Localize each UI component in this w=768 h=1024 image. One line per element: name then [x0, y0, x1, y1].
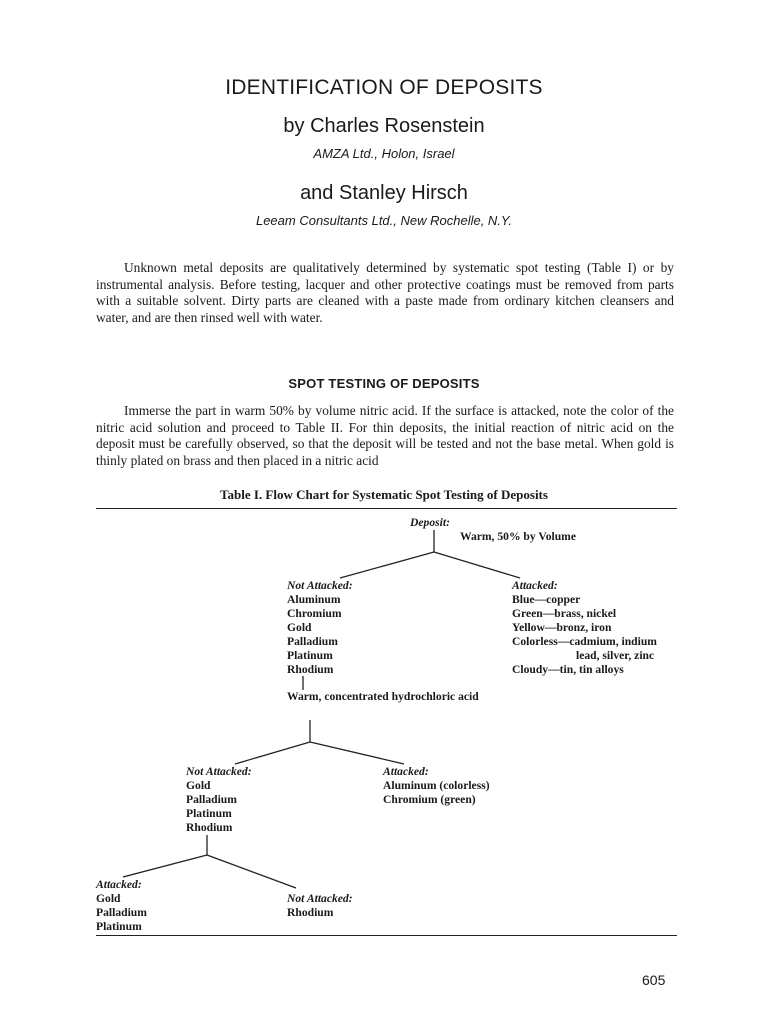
- connector-step2-right: [310, 742, 404, 764]
- connector-step3-left: [123, 855, 207, 877]
- flow-node-item: Gold: [96, 892, 121, 905]
- flow-node-heading: Attacked:: [96, 878, 142, 891]
- flow-node-step1-not-attacked: [287, 579, 353, 677]
- table-caption: Table I. Flow Chart for Systematic Spot Testing of Deposits: [220, 487, 548, 502]
- flow-node-heading: Not Attacked:: [186, 765, 252, 778]
- flow-node-item: Platinum: [287, 649, 333, 662]
- flow-node-item: Gold: [287, 621, 312, 634]
- flow-node-item: Chromium (green): [383, 793, 476, 806]
- table-bottom-rule: [96, 935, 677, 936]
- affiliation-primary: AMZA Ltd., Holon, Israel: [313, 146, 455, 161]
- flow-node-item: Yellow—bronz, iron: [512, 621, 612, 634]
- affiliation-secondary: Leeam Consultants Ltd., New Rochelle, N.Y.: [255, 213, 513, 228]
- author-primary: by Charles Rosenstein: [283, 115, 485, 137]
- flow-node-item: Chromium: [287, 607, 342, 620]
- condition-line: Warm, concentrated: [287, 690, 389, 703]
- flow-node-heading: Attacked:: [512, 579, 558, 592]
- section-heading: SPOT TESTING OF DEPOSITS: [288, 376, 480, 391]
- flow-node-deposit: [410, 516, 450, 530]
- flow-node-step3-attacked: [96, 878, 147, 934]
- condition-line: hydrochloric acid: [391, 690, 479, 703]
- flow-condition-nitric: [460, 530, 576, 543]
- flow-node-heading: Attacked:: [383, 765, 429, 778]
- connector-step3-right: [207, 855, 296, 888]
- flow-node-item: Aluminum: [287, 593, 341, 606]
- flow-node-item: Palladium: [287, 635, 338, 648]
- flow-node-item: Colorless—cadmium, indium: [512, 635, 657, 648]
- author-secondary: and Stanley Hirsch: [300, 182, 468, 204]
- flow-node-item: Rhodium: [287, 906, 334, 919]
- flow-node-heading: Not Attacked:: [287, 579, 353, 592]
- flow-node-item: lead, silver, zinc: [576, 649, 655, 662]
- flow-node-item: Rhodium: [186, 821, 233, 834]
- section-paragraph: Immerse the part in warm 50% by volume nitric acid. If the surface is attacked, note the color of the nitric acid solution and proceed to Table II. For thin deposits, the initial reaction of nitric acid on the deposit must be carefully observed, so that the deposit will be tested and not the base metal. When gold is thinly plated on brass and then placed in a nitric acid: [96, 403, 674, 468]
- flow-node-item: Gold: [186, 779, 211, 792]
- flow-node-item: Platinum: [96, 920, 142, 933]
- flow-node-step2-not-attacked: [186, 765, 252, 835]
- flow-node-step2-attacked: [383, 765, 490, 807]
- flow-node-item: Green—brass, nickel: [512, 607, 617, 620]
- flow-node-item: Rhodium: [287, 663, 334, 676]
- page-title: IDENTIFICATION OF DEPOSITS: [225, 76, 543, 99]
- flow-node-item: Palladium: [96, 906, 147, 919]
- condition-line: Volume: [538, 530, 576, 543]
- condition-line: Warm, 50% by: [460, 530, 536, 543]
- intro-paragraph: Unknown metal deposits are qualitatively determined by systematic spot testing (Table I) or by instrumental analysis. Before testing, lacquer and other protective coatings must be removed from parts with a suitable solvent. Dirty parts are cleaned with a paste made from ordinary kitchen cleansers and water, and are then rinsed well with water.: [96, 260, 674, 325]
- flow-condition-hydrochloric: [287, 690, 479, 703]
- flow-node-item: Blue—copper: [512, 593, 581, 606]
- connector-root-left: [340, 552, 434, 578]
- flow-node-step3-not-attacked: [287, 892, 353, 920]
- page-number: 605: [642, 972, 666, 988]
- flow-node-item: Cloudy—tin, tin alloys: [512, 663, 624, 676]
- flow-node-item: Palladium: [186, 793, 237, 806]
- connector-root-right: [434, 552, 520, 578]
- flow-node-heading: Not Attacked:: [287, 892, 353, 905]
- flow-node-heading: Deposit:: [410, 516, 450, 529]
- flow-node-item: Platinum: [186, 807, 232, 820]
- flow-node-item: Aluminum (colorless): [383, 779, 490, 792]
- connector-step2-left: [235, 742, 310, 764]
- flow-node-step1-attacked: [512, 579, 657, 677]
